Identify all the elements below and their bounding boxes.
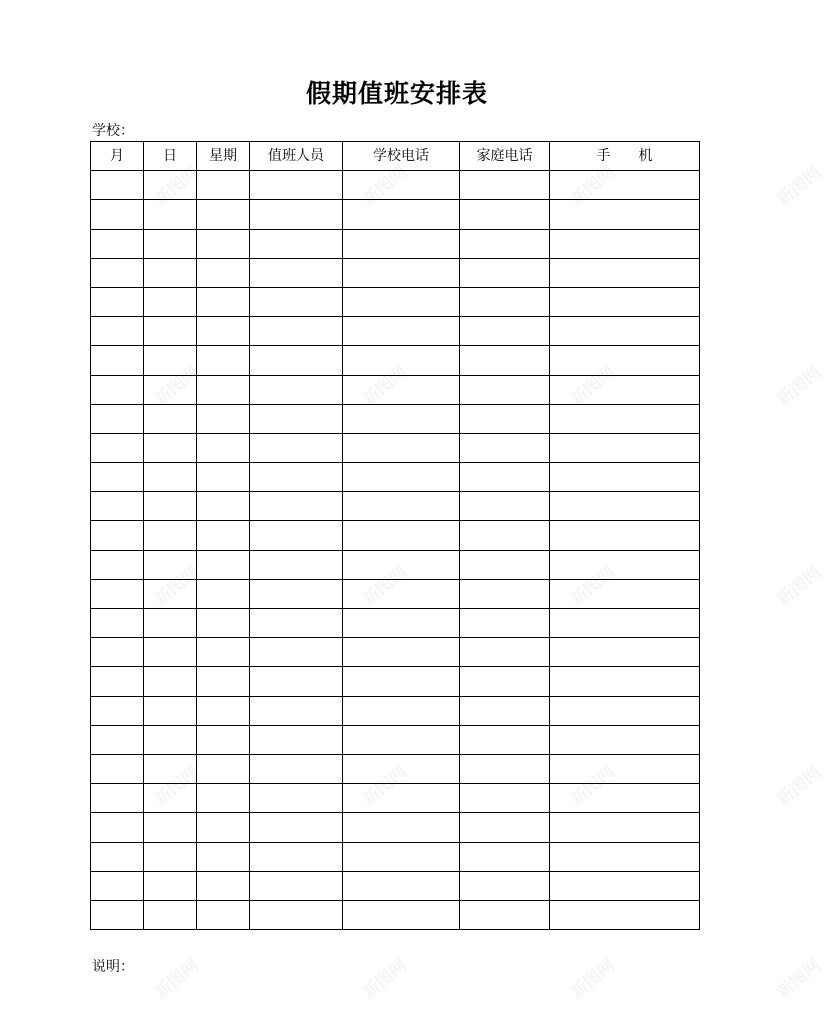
table-cell (144, 463, 197, 492)
watermark-text: 新图网 (151, 955, 204, 1004)
table-cell (250, 404, 343, 433)
table-cell (343, 754, 460, 783)
table-cell (197, 200, 250, 229)
table-cell (343, 375, 460, 404)
table-cell (250, 375, 343, 404)
table-cell (144, 842, 197, 871)
table-cell (197, 521, 250, 550)
table-cell (460, 696, 550, 725)
table-cell (197, 404, 250, 433)
table-cell (91, 609, 144, 638)
table-cell (91, 667, 144, 696)
table-cell (197, 842, 250, 871)
table-cell (144, 375, 197, 404)
table-cell (144, 784, 197, 813)
table-cell (343, 200, 460, 229)
table-cell (144, 667, 197, 696)
table-cell (460, 317, 550, 346)
table-cell (250, 725, 343, 754)
table-row (91, 550, 700, 579)
table-cell (550, 754, 700, 783)
table-cell (91, 463, 144, 492)
table-cell (460, 609, 550, 638)
table-cell (144, 200, 197, 229)
table-cell (91, 375, 144, 404)
watermark-text: 新图网 (773, 562, 825, 611)
table-row (91, 579, 700, 608)
watermark-text: 新图网 (773, 362, 825, 411)
table-cell (343, 696, 460, 725)
table-cell (197, 171, 250, 200)
table-cell (197, 258, 250, 287)
table-cell (250, 579, 343, 608)
table-cell (144, 871, 197, 900)
table-cell (250, 754, 343, 783)
table-cell (91, 433, 144, 462)
table-row (91, 492, 700, 521)
table-row (91, 200, 700, 229)
table-cell (460, 813, 550, 842)
table-cell (550, 784, 700, 813)
table-cell (144, 404, 197, 433)
table-cell (197, 638, 250, 667)
notes-label: 说明： (92, 959, 134, 975)
table-cell (91, 404, 144, 433)
table-cell (91, 346, 144, 375)
table-cell (197, 754, 250, 783)
table-cell (460, 258, 550, 287)
table-cell (460, 521, 550, 550)
watermark-text: 新图网 (567, 762, 620, 811)
table-cell (460, 784, 550, 813)
table-cell (550, 609, 700, 638)
table-cell (144, 229, 197, 258)
table-cell (144, 579, 197, 608)
table-cell (197, 609, 250, 638)
table-cell (144, 521, 197, 550)
table-cell (91, 813, 144, 842)
table-cell (343, 317, 460, 346)
table-cell (460, 463, 550, 492)
table-cell (144, 317, 197, 346)
table-cell (550, 258, 700, 287)
table-cell (343, 492, 460, 521)
watermark-text: 新图网 (359, 762, 412, 811)
table-cell (197, 492, 250, 521)
table-cell (460, 375, 550, 404)
table-cell (460, 842, 550, 871)
header-day: 日 (144, 142, 197, 171)
table-cell (550, 200, 700, 229)
watermark-text: 新图网 (151, 762, 204, 811)
table-cell (144, 725, 197, 754)
table-cell (250, 463, 343, 492)
table-cell (250, 784, 343, 813)
table-cell (91, 550, 144, 579)
table-cell (250, 550, 343, 579)
table-row (91, 842, 700, 871)
table-cell (91, 871, 144, 900)
table-row (91, 725, 700, 754)
table-cell (91, 258, 144, 287)
table-cell (197, 287, 250, 316)
table-cell (550, 638, 700, 667)
table-cell (250, 667, 343, 696)
table-cell (343, 784, 460, 813)
table-cell (197, 229, 250, 258)
table-cell (550, 229, 700, 258)
table-cell (144, 900, 197, 929)
watermark-text: 新图网 (773, 162, 825, 211)
schedule-body (91, 171, 700, 930)
table-cell (250, 871, 343, 900)
table-cell (343, 667, 460, 696)
table-cell (91, 287, 144, 316)
table-cell (550, 871, 700, 900)
table-cell (197, 463, 250, 492)
table-cell (144, 638, 197, 667)
table-cell (91, 784, 144, 813)
table-cell (144, 492, 197, 521)
table-cell (460, 725, 550, 754)
table-row (91, 784, 700, 813)
table-cell (550, 521, 700, 550)
table-cell (550, 492, 700, 521)
table-cell (460, 871, 550, 900)
table-cell (460, 550, 550, 579)
watermark-text: 新图网 (773, 762, 825, 811)
table-cell (250, 696, 343, 725)
table-cell (343, 842, 460, 871)
header-home-phone: 家庭电话 (460, 142, 550, 171)
table-cell (144, 550, 197, 579)
table-cell (197, 375, 250, 404)
table-cell (250, 492, 343, 521)
watermark-text: 新图网 (151, 562, 204, 611)
table-cell (250, 638, 343, 667)
table-cell (550, 725, 700, 754)
table-cell (197, 696, 250, 725)
table-cell (144, 609, 197, 638)
table-cell (343, 287, 460, 316)
table-cell (250, 229, 343, 258)
table-cell (250, 813, 343, 842)
table-cell (91, 754, 144, 783)
table-cell (343, 229, 460, 258)
table-row (91, 667, 700, 696)
table-cell (91, 492, 144, 521)
table-cell (343, 463, 460, 492)
table-cell (460, 579, 550, 608)
table-cell (197, 346, 250, 375)
table-cell (144, 754, 197, 783)
watermark-text: 新图网 (567, 362, 620, 411)
table-cell (197, 550, 250, 579)
table-cell (460, 229, 550, 258)
table-cell (343, 171, 460, 200)
table-cell (550, 433, 700, 462)
table-row (91, 521, 700, 550)
watermark-text: 新图网 (567, 955, 620, 1004)
table-cell (343, 521, 460, 550)
table-row (91, 229, 700, 258)
table-cell (460, 346, 550, 375)
table-cell (550, 287, 700, 316)
watermark-text: 新图网 (359, 955, 412, 1004)
header-staff: 值班人员 (250, 142, 343, 171)
table-cell (460, 638, 550, 667)
table-cell (550, 667, 700, 696)
table-cell (250, 433, 343, 462)
table-cell (460, 171, 550, 200)
table-cell (550, 346, 700, 375)
table-cell (343, 609, 460, 638)
table-row (91, 171, 700, 200)
table-row (91, 871, 700, 900)
table-cell (197, 813, 250, 842)
header-school-phone: 学校电话 (343, 142, 460, 171)
table-cell (250, 609, 343, 638)
table-cell (550, 463, 700, 492)
table-cell (343, 346, 460, 375)
table-cell (550, 579, 700, 608)
table-row (91, 375, 700, 404)
table-cell (91, 900, 144, 929)
table-cell (91, 842, 144, 871)
table-row (91, 638, 700, 667)
table-cell (197, 784, 250, 813)
table-cell (550, 317, 700, 346)
table-cell (343, 579, 460, 608)
table-cell (550, 813, 700, 842)
schedule-table (90, 141, 700, 930)
header-month: 月 (91, 142, 144, 171)
watermark-text: 新图网 (151, 362, 204, 411)
table-cell (250, 521, 343, 550)
school-label: 学校： (92, 123, 134, 139)
table-cell (91, 317, 144, 346)
table-cell (460, 667, 550, 696)
table-cell (460, 433, 550, 462)
table-cell (250, 287, 343, 316)
watermark-text: 新图网 (151, 162, 204, 211)
watermark-text: 新图网 (567, 162, 620, 211)
table-cell (144, 696, 197, 725)
table-cell (343, 638, 460, 667)
table-cell (250, 842, 343, 871)
table-cell (197, 725, 250, 754)
table-cell (197, 579, 250, 608)
table-cell (91, 171, 144, 200)
table-cell (550, 171, 700, 200)
table-cell (550, 550, 700, 579)
table-cell (144, 258, 197, 287)
table-row (91, 346, 700, 375)
table-row (91, 900, 700, 929)
table-row (91, 404, 700, 433)
table-cell (550, 696, 700, 725)
table-cell (460, 200, 550, 229)
table-cell (250, 171, 343, 200)
table-cell (460, 754, 550, 783)
table-row (91, 813, 700, 842)
table-cell (197, 900, 250, 929)
table-cell (91, 200, 144, 229)
table-cell (250, 900, 343, 929)
watermark-text: 新图网 (359, 362, 412, 411)
table-cell (144, 171, 197, 200)
table-row (91, 287, 700, 316)
watermark-text: 新图网 (773, 955, 825, 1004)
page-title: 假期值班安排表 (305, 79, 488, 108)
table-cell (91, 521, 144, 550)
table-cell (460, 492, 550, 521)
table-row (91, 463, 700, 492)
table-row (91, 696, 700, 725)
header-mobile: 手 机 (550, 142, 700, 171)
table-cell (91, 696, 144, 725)
table-cell (144, 433, 197, 462)
table-row (91, 609, 700, 638)
table-cell (343, 813, 460, 842)
table-cell (250, 346, 343, 375)
table-cell (250, 317, 343, 346)
table-cell (197, 433, 250, 462)
table-cell (343, 900, 460, 929)
header-weekday: 星期 (197, 142, 250, 171)
watermark-text: 新图网 (359, 162, 412, 211)
table-cell (91, 638, 144, 667)
table-cell (550, 375, 700, 404)
table-row (91, 754, 700, 783)
table-cell (144, 813, 197, 842)
table-cell (460, 404, 550, 433)
watermark-text: 新图网 (567, 562, 620, 611)
table-cell (343, 258, 460, 287)
table-cell (91, 725, 144, 754)
table-cell (343, 550, 460, 579)
table-cell (91, 579, 144, 608)
table-cell (144, 287, 197, 316)
table-cell (343, 725, 460, 754)
table-cell (343, 433, 460, 462)
table-cell (550, 900, 700, 929)
table-cell (197, 317, 250, 346)
table-cell (91, 229, 144, 258)
table-cell (460, 287, 550, 316)
table-cell (550, 842, 700, 871)
table-cell (197, 667, 250, 696)
table-cell (144, 346, 197, 375)
table-cell (250, 258, 343, 287)
table-row (91, 317, 700, 346)
table-cell (343, 404, 460, 433)
table-cell (550, 404, 700, 433)
table-cell (343, 871, 460, 900)
table-cell (250, 200, 343, 229)
header-row (91, 142, 700, 171)
table-cell (460, 900, 550, 929)
watermark-text: 新图网 (359, 562, 412, 611)
table-row (91, 433, 700, 462)
table-cell (197, 871, 250, 900)
table-row (91, 258, 700, 287)
